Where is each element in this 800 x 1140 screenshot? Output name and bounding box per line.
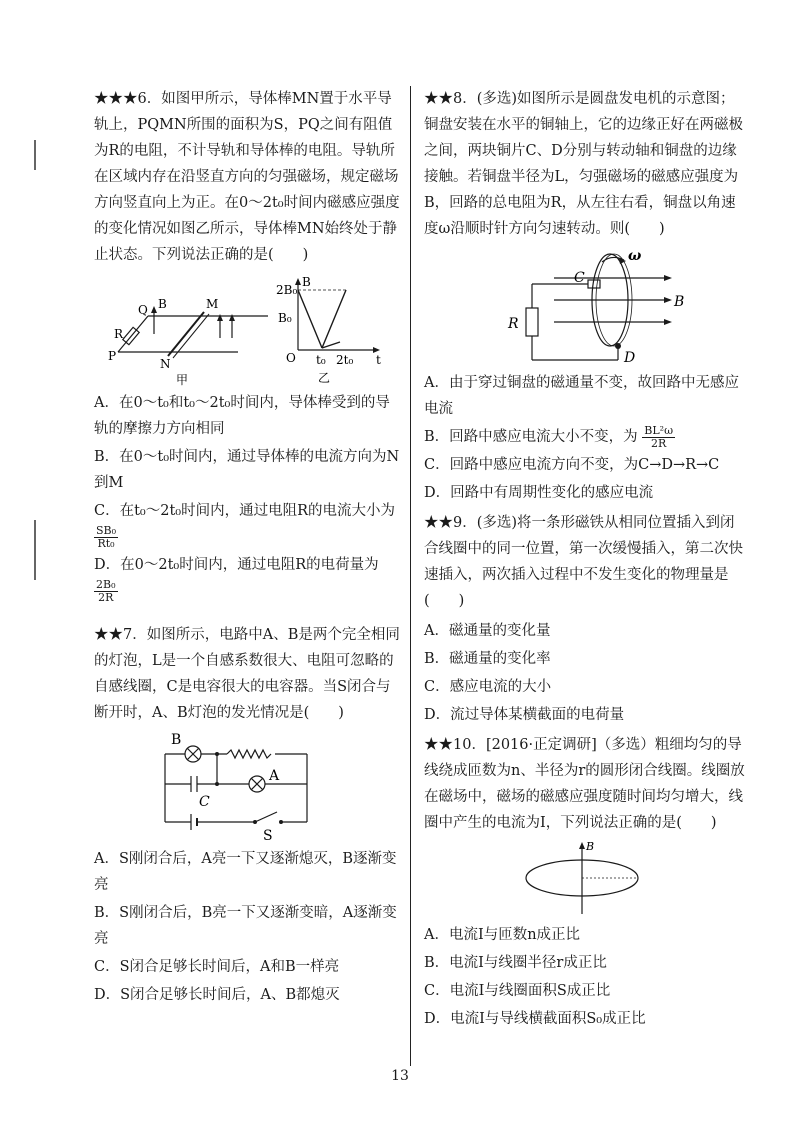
q10-option-a: A．电流I与匝数n成正比 — [424, 927, 581, 943]
q6-figure-jia — [108, 276, 258, 386]
question-10 — [424, 732, 746, 1032]
q10-label-b: B — [586, 840, 595, 853]
q8-label-r: R — [508, 316, 519, 332]
column-divider — [410, 86, 411, 1066]
q8-option-b-fraction — [642, 425, 675, 450]
margin-mark-2 — [34, 520, 36, 580]
q6-option-a: A．在0～t₀和t₀～2t₀时间内，导体棒受到的导轨的摩擦力方向相同 — [94, 395, 390, 437]
q6-yi-caption: 乙 — [318, 371, 331, 385]
q7-label-s: S — [263, 828, 273, 844]
q8-option-b-text: B．回路中感应电流大小不变，为 — [424, 429, 638, 445]
q6-option-d-fraction — [94, 579, 118, 604]
q7-label-b: B — [171, 732, 182, 748]
q8-label-c: C — [574, 270, 585, 286]
q6-jia-label-n: N — [160, 357, 171, 371]
q8-label-omega: ω — [628, 248, 642, 264]
q8-label-b: B — [674, 294, 685, 310]
q8-option-b — [424, 424, 746, 450]
q6-yi-x-2t0: 2t₀ — [336, 353, 354, 367]
q9-stem: ★★9．(多选)将一条形磁铁从相同位置插入到闭合线圈中的同一位置，第一次缓慢插入，第二次快速插入，两次插入过程中不发生变化的物理量是( ) — [424, 515, 743, 609]
q7-option-d: D．S闭合足够长时间后，A、B都熄灭 — [94, 987, 340, 1003]
q6-yi-axis-t: t — [376, 353, 381, 367]
q10-coil-figure — [520, 840, 650, 920]
q8-option-b-num: BL²ω — [644, 423, 674, 437]
q6-yi-y-2b0: 2B₀ — [276, 283, 298, 297]
q6-yi-y-b0: B₀ — [278, 311, 292, 325]
q6-option-d-num: 2B₀ — [96, 577, 116, 591]
q6-jia-label-r: R — [114, 327, 124, 341]
q8-disk-generator-figure — [490, 248, 685, 368]
q10-option-c: C．电流I与线圈面积S成正比 — [424, 983, 611, 999]
q7-option-c: C．S闭合足够长时间后，A和B一样亮 — [94, 959, 340, 975]
q6-yi-origin: O — [286, 351, 296, 365]
q6-stem: ★★★6．如图甲所示，导体棒MN置于水平导轨上，PQMN所围的面积为S，PQ之间有阻值为R的电阻，不计导轨和导体棒的电阻。导轨所在区域内存在沿竖直方向的匀强磁场，规定磁场方向竖直向上为正。在0～2t₀时间内磁感应强度的变化情况如图乙所示，导体棒MN始终处于静止状态。下列说法正确的是( ) — [94, 91, 400, 263]
q8-stem: ★★8．(多选)如图所示是圆盘发电机的示意图；铜盘安装在水平的铜轴上，它的边缘正好在两磁极之间，两块铜片C、D分别与转动轴和铜盘的边缘接触。若铜盘半径为L，匀强磁场的磁感应强度为B，回路的总电阻为R，从左往右看，铜盘以角速度ω沿顺时针方向匀速转动。则( ) — [424, 91, 743, 237]
q6-jia-caption: 甲 — [176, 373, 189, 387]
q7-label-c: C — [199, 794, 210, 810]
q6-figure-yi — [276, 276, 386, 386]
q6-yi-axis-b: B — [302, 275, 311, 289]
q6-jia-label-q: Q — [138, 303, 148, 317]
left-column — [94, 86, 400, 1010]
q8-option-a: A．由于穿过铜盘的磁通量不变，故回路中无感应电流 — [424, 375, 739, 417]
q8-figure-row — [424, 248, 746, 368]
page-number: 13 — [391, 1068, 409, 1084]
q10-figure-row — [424, 840, 746, 920]
q7-circuit-figure — [157, 732, 337, 842]
q8-option-c: C．回路中感应电流方向不变，为C→D→R→C — [424, 457, 720, 473]
q8-label-d: D — [624, 350, 636, 366]
q8-option-d: D．回路中有周期性变化的感应电流 — [424, 485, 654, 501]
q7-option-b: B．S刚闭合后，B亮一下又逐渐变暗，A逐渐变亮 — [94, 905, 397, 947]
q10-stem: ★★10．[2016·正定调研]（多选）粗细均匀的导线绕成匝数为n、半径为r的圆形闭合线圈。线圈放在磁场中，磁场的磁感应强度随时间均匀增大，线圈中产生的电流为I，下列说法正确的是( ) — [424, 737, 745, 831]
question-8 — [424, 86, 746, 506]
question-6 — [94, 86, 400, 604]
q6-figures — [94, 276, 400, 386]
q6-option-d-text: D．在0～2t₀时间内，通过电阻R的电荷量为 — [94, 557, 379, 573]
q9-option-b: B．磁通量的变化率 — [424, 651, 551, 667]
margin-mark-1 — [34, 140, 36, 170]
q10-option-d: D．电流I与导线横截面积S₀成正比 — [424, 1011, 646, 1027]
q6-option-d-den: 2R — [98, 590, 114, 604]
q6-option-c-fraction — [94, 525, 118, 550]
q7-option-a: A．S刚闭合后，A亮一下又逐渐熄灭，B逐渐变亮 — [94, 851, 397, 893]
q6-jia-label-p: P — [108, 349, 117, 363]
q9-option-d: D．流过导体某横截面的电荷量 — [424, 707, 625, 723]
q9-option-c: C．感应电流的大小 — [424, 679, 552, 695]
q10-option-b: B．电流I与线圈半径r成正比 — [424, 955, 607, 971]
q8-option-b-den: 2R — [651, 436, 667, 450]
q6-option-c-den: Rt₀ — [97, 536, 115, 550]
q-gap — [94, 606, 400, 622]
q6-jia-label-m: M — [206, 297, 219, 311]
q6-yi-x-t0: t₀ — [316, 353, 326, 367]
q7-figure-row — [94, 732, 400, 842]
q6-option-c-num: SB₀ — [96, 523, 117, 537]
question-7 — [94, 622, 400, 1008]
q9-option-a: A．磁通量的变化量 — [424, 623, 551, 639]
q7-label-a: A — [269, 768, 280, 784]
q7-stem: ★★7．如图所示，电路中A、B是两个完全相同的灯泡，L是一个自感系数很大、电阻可忽略的自感线圈，C是电容很大的电容器。当S闭合与断开时，A、B灯泡的发光情况是( ) — [94, 627, 400, 721]
q6-jia-label-b: B — [158, 297, 167, 311]
right-column — [424, 86, 746, 1034]
question-9 — [424, 510, 746, 728]
q6-option-c-text: C．在t₀～2t₀时间内，通过电阻R的电流大小为 — [94, 503, 396, 519]
q6-option-d — [94, 552, 400, 604]
q6-option-c — [94, 498, 400, 550]
q6-option-b: B．在0～t₀时间内，通过导体棒的电流方向为N到M — [94, 449, 400, 491]
